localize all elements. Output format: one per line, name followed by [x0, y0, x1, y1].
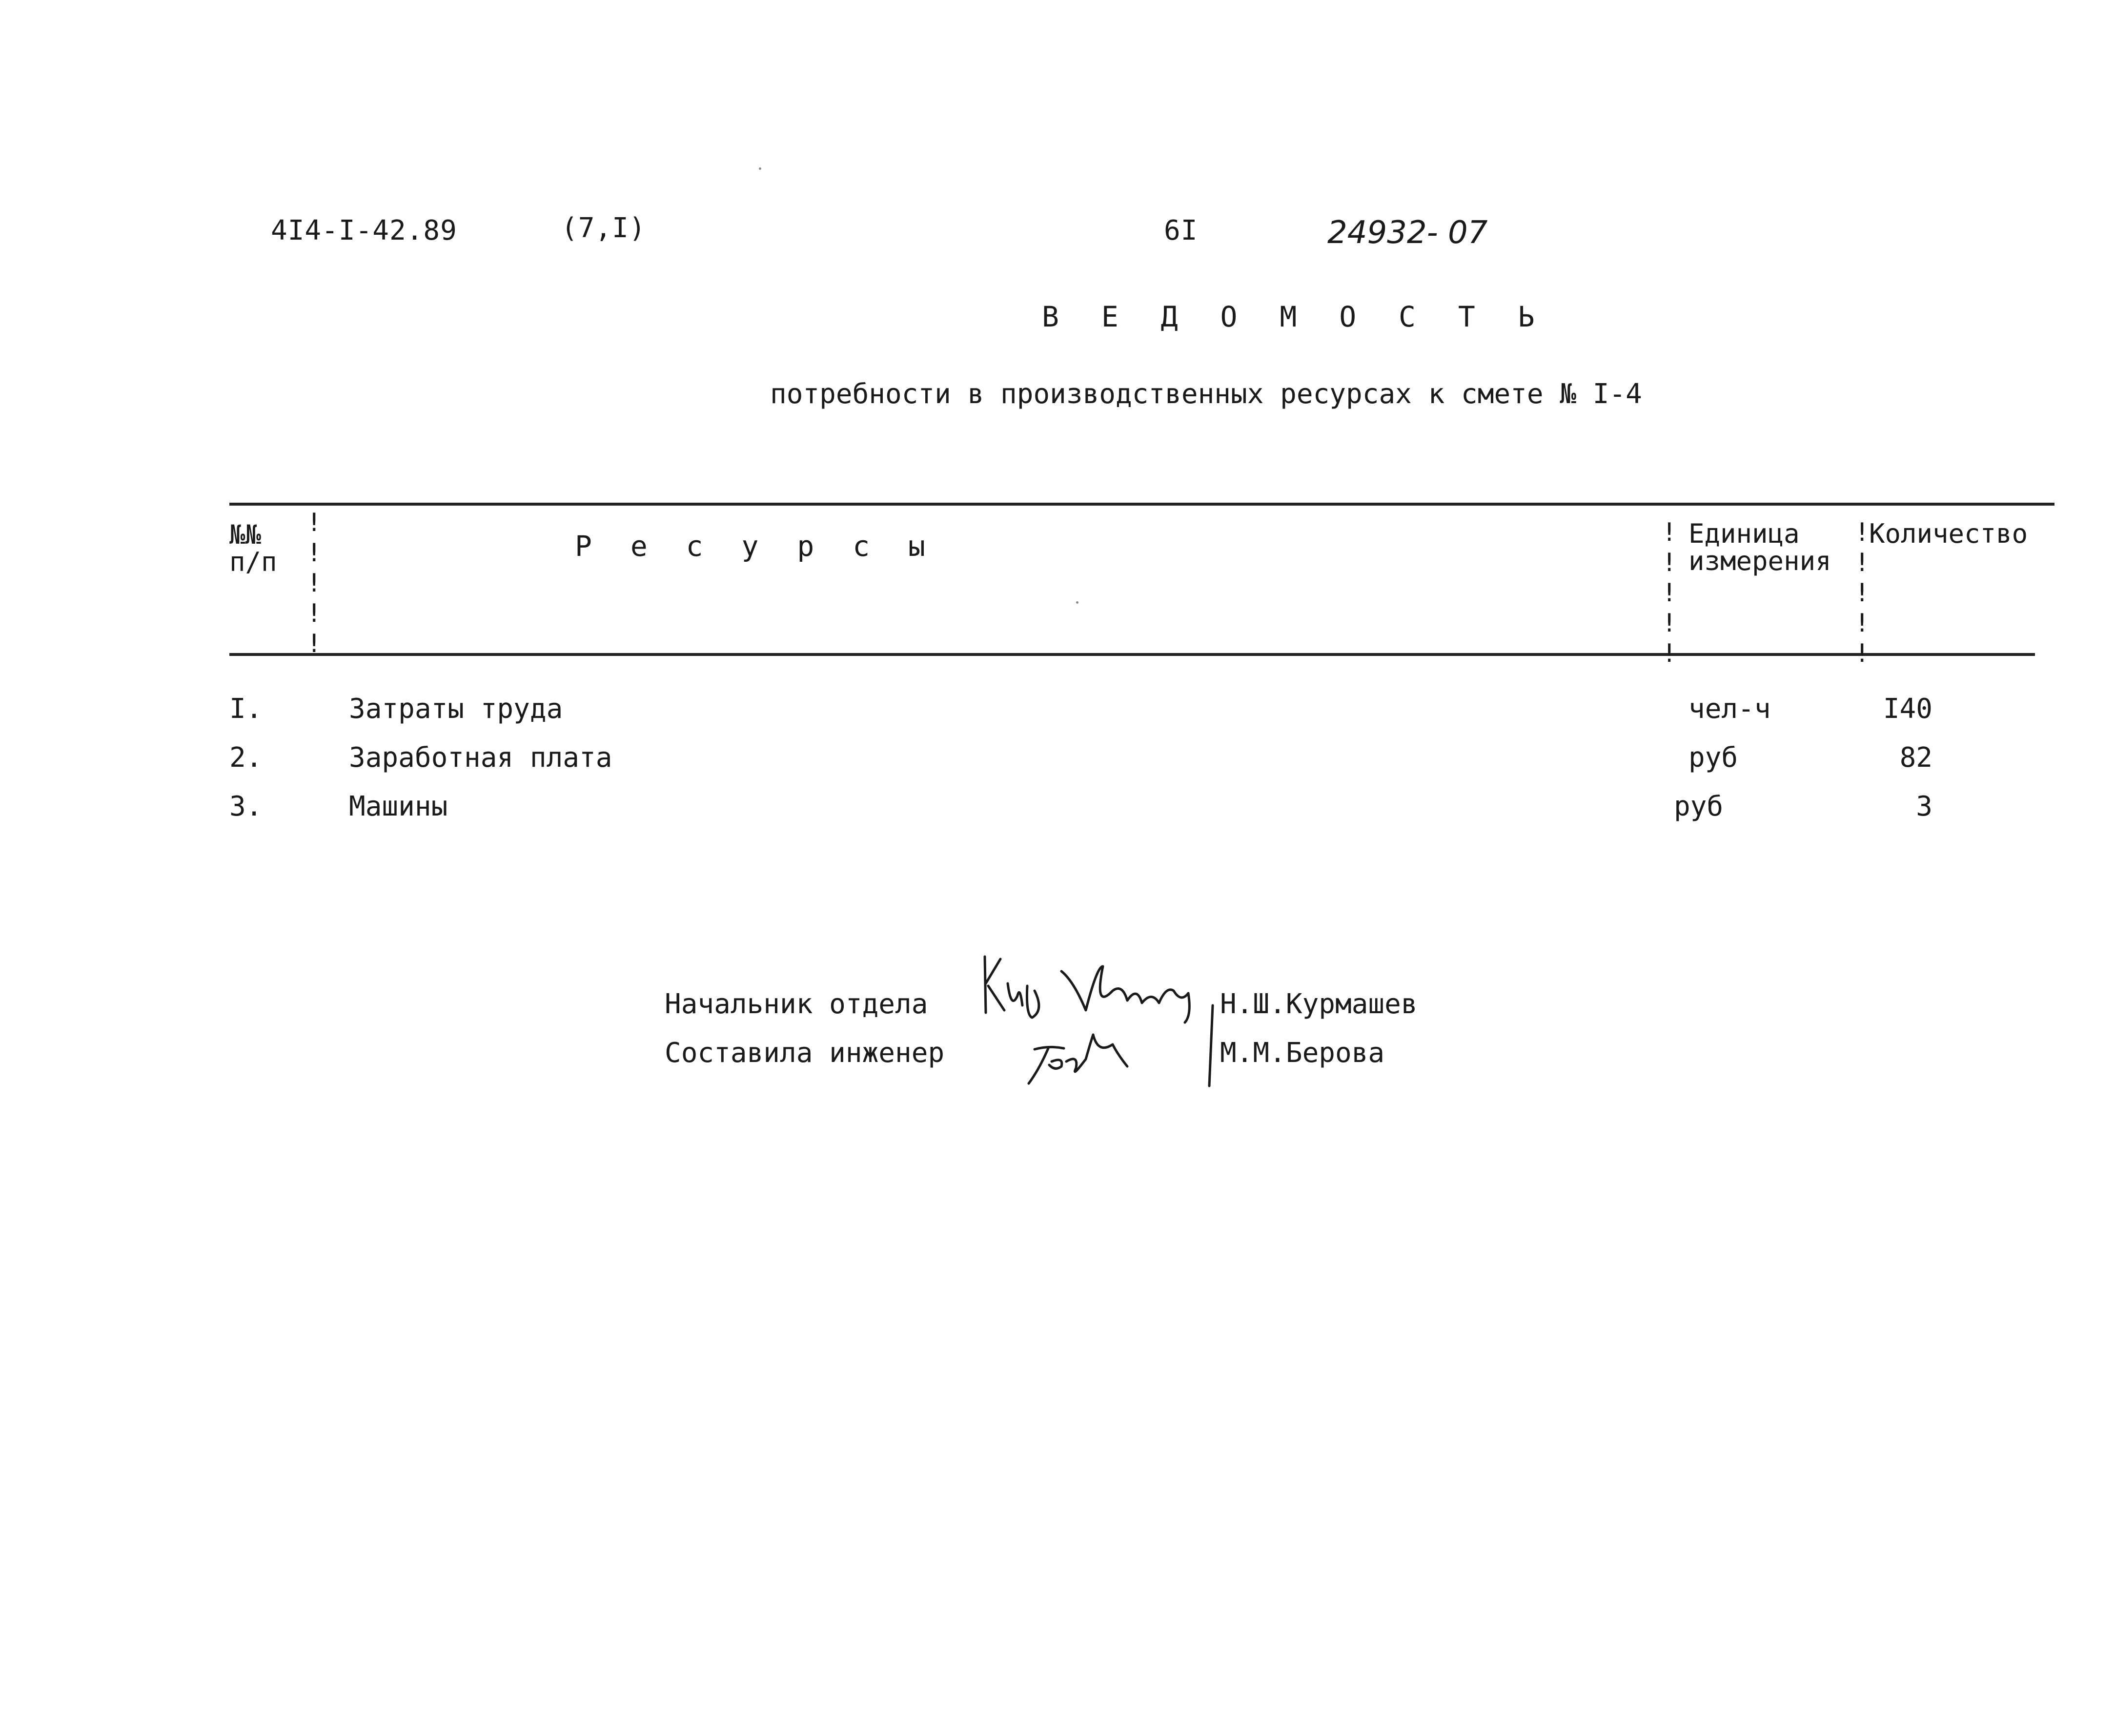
column-header-unit	[1688, 520, 1831, 575]
page-number: 6I	[1164, 215, 1198, 246]
column-header-unit-line2: измерения	[1688, 546, 1831, 576]
scan-speck	[1076, 601, 1078, 604]
document-code: 4I4-I-42.89	[271, 215, 457, 246]
handwritten-signatures	[966, 937, 1230, 1098]
row-quantity: I40	[1883, 693, 1932, 725]
page-subtitle: потребности в производственных ресурсах к смете № I-4	[770, 378, 1642, 410]
row-quantity: 3	[1916, 791, 1932, 822]
row-number: 3.	[229, 791, 263, 822]
signature-2-stroke	[1029, 1035, 1127, 1083]
column-separator-1: ! ! ! ! !	[306, 508, 322, 658]
column-separator-3: ! ! ! ! !	[1854, 518, 1870, 668]
signature-1-flourish	[1061, 966, 1189, 1022]
table-top-rule	[229, 503, 2054, 506]
signature-divider-stroke	[1209, 1005, 1213, 1086]
table-header-bottom-rule	[229, 653, 2035, 656]
column-header-resources: Р е с у р с ы	[575, 530, 936, 563]
row-number: 2.	[229, 742, 263, 774]
row-resource: Заработная плата	[349, 742, 612, 774]
column-header-number-line1: №№	[229, 519, 262, 550]
row-unit: чел-ч	[1688, 693, 1771, 725]
scan-speck	[759, 167, 761, 170]
column-header-number-line2: п/п	[229, 547, 277, 577]
row-quantity: 82	[1899, 742, 1932, 774]
signature-role-1: Начальник отдела	[665, 988, 928, 1020]
row-unit: руб	[1688, 742, 1738, 774]
page-title: В Е Д О М О С Т Ь	[1042, 300, 1547, 333]
row-resource: Затраты труда	[349, 693, 563, 725]
row-unit: руб	[1674, 791, 1724, 822]
row-number: I.	[229, 693, 263, 725]
signature-1-stroke	[985, 957, 1039, 1018]
column-header-number	[229, 521, 277, 576]
document-part: (7,I)	[561, 212, 646, 244]
handwritten-number: 24932- 07	[1327, 215, 1488, 251]
signature-name-1: Н.Ш.Курмашев	[1220, 988, 1418, 1020]
column-header-unit-line1: Единица	[1688, 518, 1800, 549]
signature-role-2: Составила инженер	[665, 1037, 945, 1069]
signature-name-2: М.М.Берова	[1220, 1037, 1385, 1069]
column-header-quantity: Количество	[1869, 518, 2028, 549]
column-separator-2: ! ! ! ! !	[1662, 518, 1677, 668]
row-resource: Машины	[349, 791, 448, 822]
